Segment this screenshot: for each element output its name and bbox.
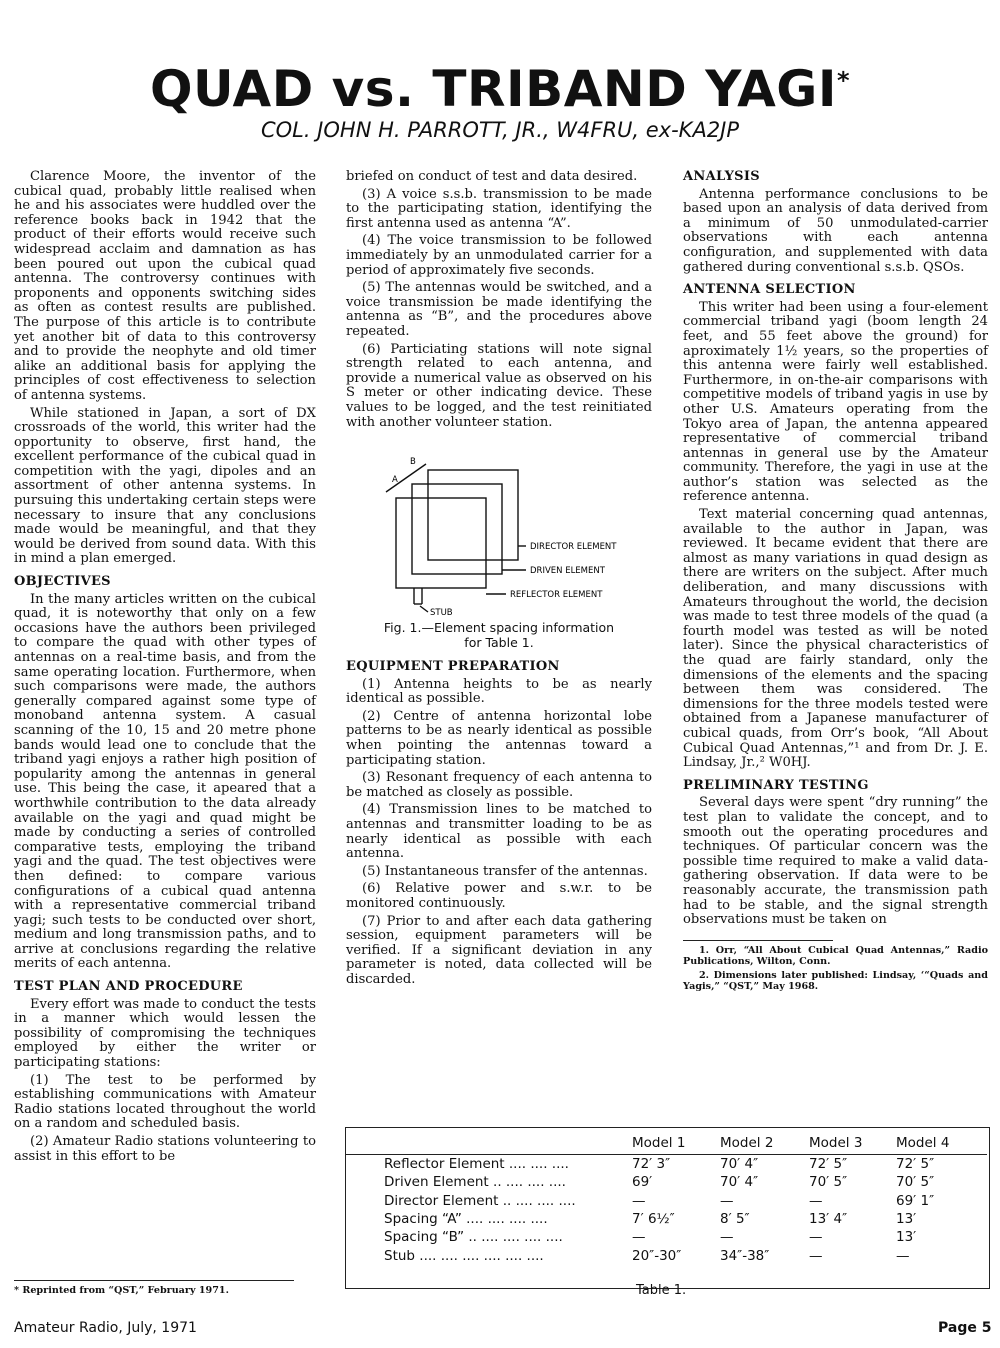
paragraph: (4) The voice transmission to be followed immediately by an unmodulated carrier for a period of approximately five seconds.: [346, 233, 652, 278]
table-cell: 72′ 5″: [896, 1156, 935, 1173]
column-1: [14, 170, 316, 1167]
section-heading-analysis: ANALYSIS: [683, 169, 760, 184]
table-cell: —: [632, 1229, 646, 1246]
table-row: [346, 1228, 987, 1246]
table-row: [346, 1210, 987, 1228]
table-row-label: Driven Element .. .... .... ....: [384, 1174, 566, 1191]
table-row: [346, 1173, 987, 1191]
label-a: A: [392, 475, 398, 486]
table-cell: 70′ 5″: [896, 1174, 935, 1191]
paragraph: Several days were spent “dry running” the test plan to validate the concept, and to smooth out the operating procedures and techniques. Of particular concern was the possible time required to make a valid data-gathering observation. If data were to be reasonably accurate, the transmission path had to be stable, and the signal strength observations must be taken on: [683, 795, 988, 928]
title-asterisk: *: [836, 66, 851, 95]
table-row: [346, 1246, 987, 1264]
paragraph: (6) Particiating stations will note signal strength related to each antenna, and provide a numerical value as observed on his S meter or other indicating device. These values to be logged, and the test reinitiated with another volunteer station.: [346, 341, 652, 430]
paragraph: (5) The antennas would be switched, and a voice transmission be made identifying the antenna as “B”, and the procedures above repeated.: [346, 280, 652, 339]
section-heading-equipment: EQUIPMENT PREPARATION: [346, 659, 560, 675]
figure-caption-line-1: Fig. 1.—Element spacing information: [383, 620, 615, 636]
table-cell: 72′ 5″: [809, 1156, 848, 1173]
table-cell: 34″-38″: [720, 1247, 770, 1264]
paragraph: (1) The test to be performed by establishing communications with Amateur Radio stations located throughout the world on a random and scheduled basis.: [14, 1072, 316, 1132]
figure-caption-line-2: for Table 1.: [464, 635, 534, 651]
table-header-row: [346, 1132, 987, 1155]
paragraph: (2) Centre of antenna horizontal lobe patterns to be as nearly identical as possible when pointing the antennas toward a participating station.: [346, 708, 652, 768]
table-cell: 13′: [896, 1211, 917, 1228]
label-b: B: [410, 457, 416, 468]
footnote-2: 2. Dimensions later published: Lindsay, ‘“Quads and Yagis,” “QST,” May 1968.: [683, 969, 988, 992]
paragraph: (7) Prior to and after each data gathering session, equipment parameters will be verified. If a significant deviation in any parameter is noted, data collected will be discarded.: [346, 913, 652, 987]
paragraph: (5) Instantaneous transfer of the antennas.: [362, 863, 648, 879]
table-cell: —: [809, 1192, 823, 1209]
figure-1: [346, 456, 652, 650]
table-cell: 69′ 1″: [896, 1192, 935, 1209]
article-title: [0, 60, 1000, 118]
table-cell: 69′: [632, 1174, 653, 1191]
paragraph: While stationed in Japan, a sort of DX crossroads of the world, this writer had the opportunity to observe, first hand, the excellent performance of the cubical quad in competition with the yagi, dipoles and an assortment of other antenna systems. In pursuing this undertaking certain steps were necessary to insure that any conclusions made would be meaningful, and that they would be derived from sound data. With this in mind a plan emerged.: [14, 405, 316, 567]
table-cell: 13′ 4″: [809, 1211, 848, 1228]
table-cell: —: [809, 1229, 823, 1246]
table-cell: 8′ 5″: [720, 1211, 750, 1228]
table-cell: 70′ 4″: [720, 1174, 759, 1191]
paragraph: (3) A voice s.s.b. transmission to be made to the participating station, identifying the first antenna used as antenna “A”.: [346, 186, 652, 231]
label-stub: STUB: [430, 608, 453, 617]
section-heading-preliminary-testing: PRELIMINARY TESTING: [683, 777, 869, 793]
table-row-label: Stub .... .... .... .... .... ....: [384, 1247, 544, 1264]
table-cell: —: [896, 1247, 910, 1264]
footnote-rule: [683, 940, 833, 941]
section-heading-objectives: OBJECTIVES: [14, 574, 111, 590]
reprint-footnote: * Reprinted from “QST,” February 1971.: [14, 1280, 294, 1296]
paragraph: Clarence Moore, the inventor of the cubical quad, probably little realised when he and his associates were huddled over the reference books back in 1942 that the product of their efforts would receive such widespread acclaim and damnation as has been poured out upon the cubical quad antenna. The controversy continues with proponents and opponents switching sides as often as contest results are published. The purpose of this article is to contribute yet another bit of data to this controversy and to provide the neophyte and old timer alike an additional basis for applying the principles of cost effectiveness to selection of antenna systems.: [14, 169, 316, 403]
paragraph: (4) Transmission lines to be matched to antennas and transmitter loading to be as nearly identical as possible with each antenna.: [346, 802, 652, 862]
author-byline: COL. JOHN H. PARROTT, JR., W4FRU, ex-KA2JP: [260, 118, 740, 142]
table-caption: Table 1.: [636, 1283, 687, 1298]
table-cell: 70′ 5″: [809, 1174, 848, 1191]
table-1: [345, 1127, 990, 1289]
table-cell: —: [809, 1247, 823, 1264]
paragraph: (6) Relative power and s.w.r. to be monitored continuously.: [346, 881, 652, 911]
quad-element-diagram: [358, 456, 648, 616]
title-text: QUAD vs. TRIBAND YAGI: [149, 60, 837, 118]
label-director-element: DIRECTOR ELEMENT: [530, 542, 617, 553]
paragraph: This writer had been using a four-element commercial triband yagi (boom length 24 feet, and 55 feet above the ground) for aproximately 1½ years, so the properties of this antenna were fairly well established. Furthermore, in on-the-air comparisons with competitive models of triband yagis in use by other U.S. Amateurs operating from the Tokyo area of Japan, the antenna appeared representative of commercial triband antennas in general use by the Amateur community. Therefore, the yagi in use at the author’s station was selected as the reference antenna.: [683, 299, 988, 505]
table-cell: 72′ 3″: [632, 1156, 671, 1173]
page-footer-source: Amateur Radio, July, 1971: [14, 1320, 197, 1336]
paragraph: Text material concerning quad antennas, available to the author in Japan, was reviewed. It became evident that there are almost as many variations in quad design as there are writers on the subject. After much deliberation, and many discussions with Amateurs throughout the world, the decision was made to test three models of the quad (a fourth model was tested as will be noted later). Since the physical characteristics of the quad are fairly standard, only the dimensions of the elements and the spacing between them was considered. The dimensions for the three models tested were obtained from a Japanese manufacturer of cubical quads, from Orr’s book, “All About Cubical Quad Antennas,”¹ and from Dr. J. E. Lindsay, Jr.,² W0HJ.: [683, 507, 988, 771]
table-cell: 20″-30″: [632, 1247, 682, 1264]
paragraph: Antenna performance conclusions to be based upon an analysis of data derived from a minimum of 50 unmodulated-carrier observations with each antenna configuration, and supplemented with data gathered during conventional s.s.b. QSOs.: [683, 186, 988, 275]
table-cell: —: [720, 1229, 734, 1246]
table-header-blank: [346, 1132, 632, 1155]
column-3: [683, 170, 988, 995]
label-reflector-element: REFLECTOR ELEMENT: [510, 590, 603, 601]
paragraph: Every effort was made to conduct the tests in a manner which would lessen the possibility of compromising the techniques employed by either the writer or participating stations:: [14, 996, 316, 1071]
footnote-1: 1. Orr, “All About Cubical Quad Antennas,” Radio Publications, Wilton, Conn.: [683, 944, 988, 967]
table-row: [346, 1192, 987, 1210]
column-2: [346, 170, 652, 991]
paragraph: briefed on conduct of test and data desired.: [346, 169, 638, 184]
paragraph: (3) Resonant frequency of each antenna to be matched as closely as possible.: [346, 770, 652, 800]
table-header-cell: Model 4: [896, 1135, 950, 1151]
table-cell: 13′: [896, 1229, 917, 1246]
label-driven-element: DRIVEN ELEMENT: [530, 566, 605, 577]
paragraph: (1) Antenna heights to be as nearly identical as possible.: [346, 676, 652, 707]
table-header-cell: Model 1: [632, 1135, 686, 1151]
section-heading-test-plan: TEST PLAN AND PROCEDURE: [14, 979, 243, 995]
table-row-label: Reflector Element .... .... ....: [384, 1156, 569, 1173]
table-row-label: Director Element .. .... .... ....: [384, 1192, 576, 1209]
table-cell: 70′ 4″: [720, 1156, 759, 1173]
table-cell: —: [632, 1192, 646, 1209]
leader-stub: [420, 606, 428, 612]
table-header-cell: Model 3: [809, 1135, 863, 1151]
table-row-label: Spacing “B” .. .... .... .... ....: [384, 1229, 563, 1246]
paragraph: (2) Amateur Radio stations volunteering to assist in this effort to be: [14, 1134, 316, 1164]
page-number: Page 5: [938, 1320, 992, 1336]
dimensions-table: [346, 1132, 987, 1265]
table-cell: 7′ 6½″: [632, 1211, 675, 1228]
table-cell: —: [720, 1192, 734, 1209]
table-header-cell: Model 2: [720, 1135, 774, 1151]
section-heading-antenna-selection: ANTENNA SELECTION: [683, 282, 856, 298]
paragraph: In the many articles written on the cubical quad, it is noteworthy that only on a few occasions have the authors been privileged to compare the quad with other types of antennas on a real-time basis, and from the same operating location. Furthermore, when such comparisons were made, the authors generally compared against some type of monoband antenna system. A casual scanning of the 10, 15 and 20 metre phone bands would lead one to conclude that the triband yagi enjoys a rather high position of popularity among the antennas in general use. This being the case, it apeared that a worthwhile contribution to the data already available on the yagi and quad might be made by conducting a series of controlled comparative tests, employing the triband yagi and the quad. The test objectives were then defined: to compare various configurations of a cubical quad antenna with a representative commercial triband yagi; such tests to be conducted over short, medium and long transmission paths, and to arrive at conclusions regarding the relative merits of each antenna.: [14, 591, 316, 972]
table-row-label: Spacing “A” .... .... .... ....: [384, 1211, 548, 1228]
table-row: [346, 1155, 987, 1174]
figure-caption: [346, 620, 652, 650]
